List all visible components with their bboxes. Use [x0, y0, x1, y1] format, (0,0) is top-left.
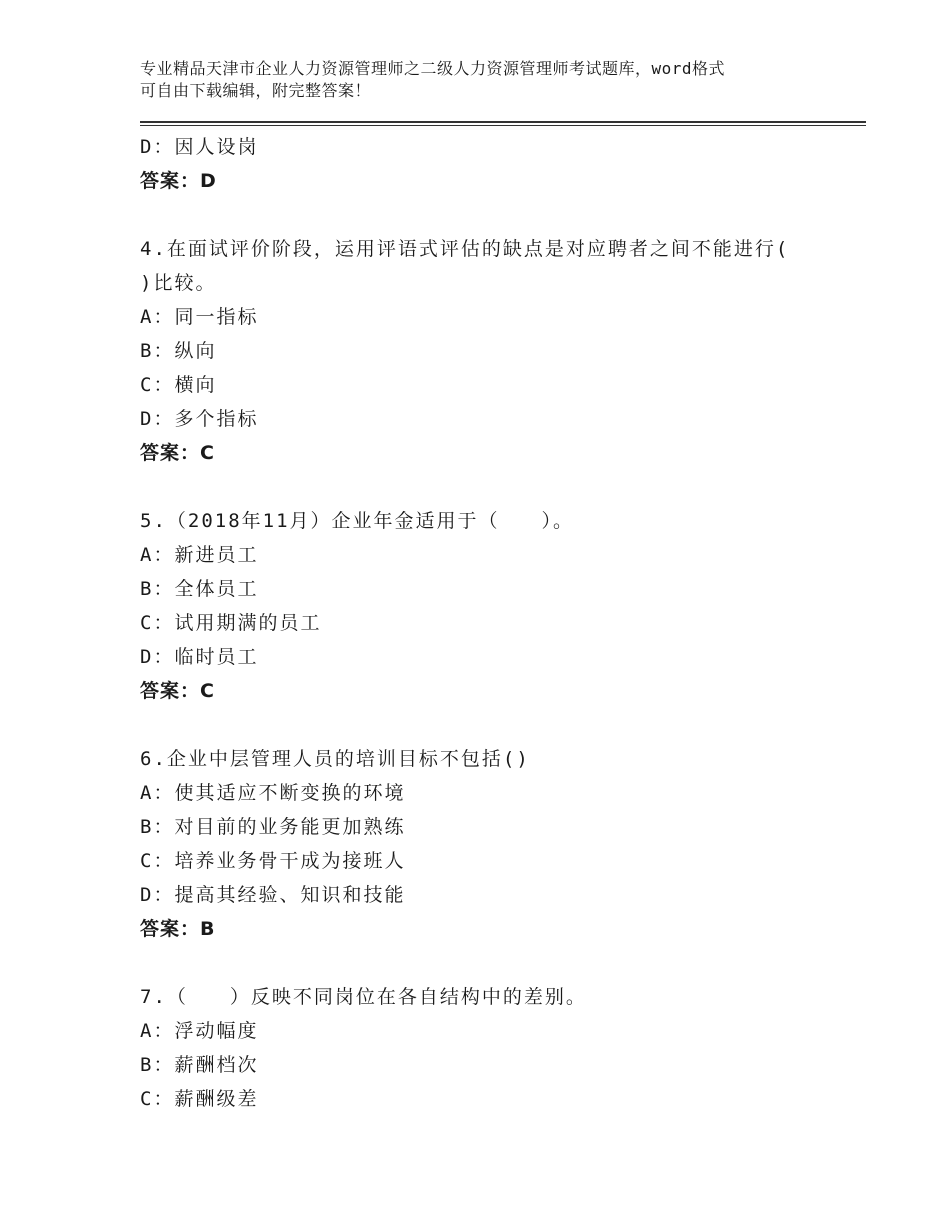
- option-d: D：临时员工: [140, 646, 259, 668]
- option-a: A：新进员工: [140, 544, 259, 566]
- option-c: C：培养业务骨干成为接班人: [140, 850, 406, 872]
- question-stem: 7.（ ）反映不同岗位在各自结构中的差别。: [140, 986, 587, 1008]
- question-7: [140, 980, 830, 1116]
- answer-line: 答案：B: [140, 918, 216, 940]
- option-a: A：使其适应不断变换的环境: [140, 782, 406, 804]
- header-line-1: 专业精品天津市企业人力资源管理师之二级人力资源管理师考试题库，word格式: [140, 59, 726, 78]
- question-5: [140, 504, 830, 708]
- document-header: [140, 58, 820, 102]
- question-stem: 4.在面试评价阶段，运用评语式评估的缺点是对应聘者之间不能进行(: [140, 238, 790, 260]
- question-stem-cont: )比较。: [140, 272, 217, 294]
- option-c: C：试用期满的员工: [140, 612, 322, 634]
- option-a: A：浮动幅度: [140, 1020, 259, 1042]
- option-d: D：提高其经验、知识和技能: [140, 884, 406, 906]
- option-a: A：同一指标: [140, 306, 259, 328]
- option-c: C：横向: [140, 374, 217, 396]
- answer-line: 答案：D: [140, 170, 217, 192]
- answer-line: 答案：C: [140, 680, 215, 702]
- option-b: B：对目前的业务能更加熟练: [140, 816, 406, 838]
- answer-line: 答案：C: [140, 442, 215, 464]
- question-6: [140, 742, 830, 946]
- option-b: B：薪酬档次: [140, 1054, 259, 1076]
- question-4: [140, 232, 830, 470]
- option-b: B：纵向: [140, 340, 217, 362]
- option-d: D：多个指标: [140, 408, 259, 430]
- question-3-tail: [140, 130, 830, 198]
- header-rule-thick: [140, 121, 866, 123]
- question-list: [140, 130, 830, 1116]
- question-stem: 6.企业中层管理人员的培训目标不包括(): [140, 748, 530, 770]
- option-b: B：全体员工: [140, 578, 259, 600]
- option-c: C：薪酬级差: [140, 1088, 259, 1110]
- question-stem: 5.（2018年11月）企业年金适用于（ ）。: [140, 510, 575, 532]
- header-rule-thin: [140, 125, 866, 126]
- option-d: D：因人设岗: [140, 136, 259, 158]
- header-line-2: 可自由下载编辑，附完整答案！: [140, 81, 372, 100]
